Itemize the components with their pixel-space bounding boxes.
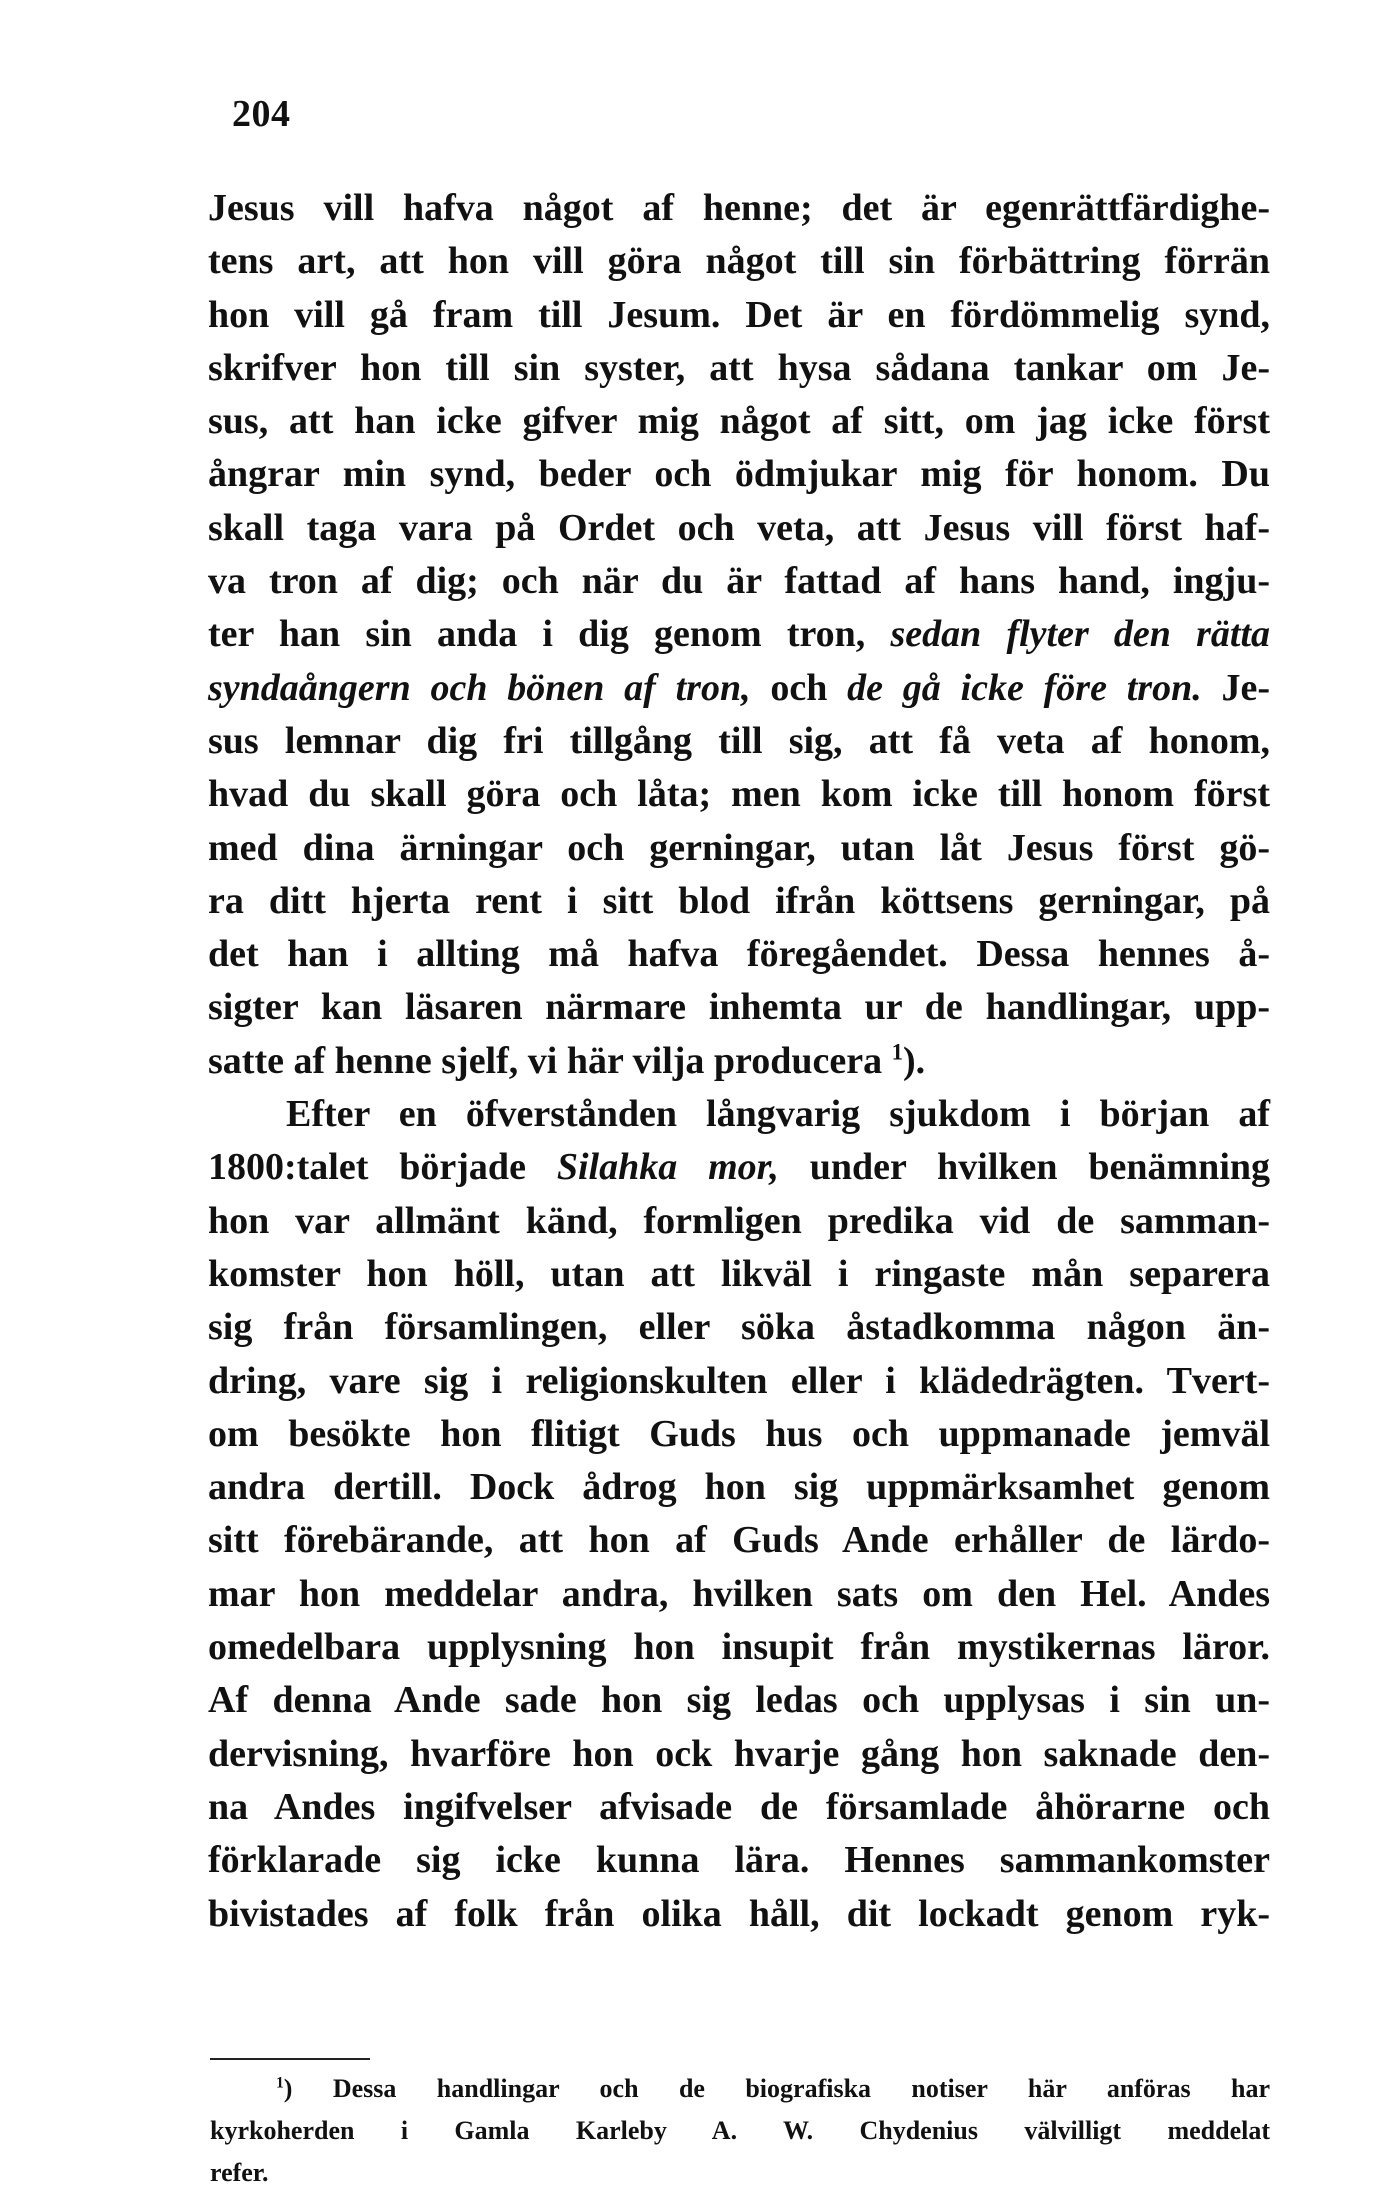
text-line	[208, 1035, 1270, 1088]
footnote	[210, 2068, 1270, 2194]
text-line: andra dertill. Dock ådrog hon sig uppmärksamhet genom	[208, 1466, 1270, 1509]
footnote-marker: 1	[276, 2074, 284, 2092]
text-line	[208, 608, 1270, 661]
text-line: sig från församlingen, eller söka åstadkomma någon än-	[208, 1306, 1270, 1349]
text-line: bivistades af folk från olika håll, dit lockadt genom ryk-	[208, 1892, 1270, 1935]
text-line: ra ditt hjerta rent i sitt blod ifrån köttsens gerningar, på	[208, 879, 1270, 922]
text-segment: satte af henne sjelf, vi här vilja producera	[208, 1039, 883, 1082]
text-line: Af denna Ande sade hon sig ledas och upplysas i sin un-	[208, 1679, 1270, 1722]
text-segment: under hvilken benämning	[809, 1146, 1271, 1189]
paragraph-first-line: Efter en öfverstånden långvarig sjukdom i början af	[286, 1093, 1270, 1136]
text-line: ångrar min synd, beder och ödmjukar mig för honom. Du	[208, 453, 1270, 496]
italic-segment: syndaångern och bönen af tron,	[208, 666, 751, 709]
text-line: det han i allting må hafva föregåendet. Dessa hennes å-	[208, 933, 1270, 976]
text-line: hon var allmänt känd, formligen predika vid de samman-	[208, 1199, 1270, 1242]
italic-segment: de gå icke före tron.	[847, 666, 1202, 709]
text-line: dervisning, hvarföre hon ock hvarje gång hon saknade den-	[208, 1732, 1270, 1775]
text-line: sus lemnar dig fri tillgång till sig, att få veta af honom,	[208, 719, 1270, 762]
text-line: tens art, att hon vill göra något till sin förbättring förrän	[208, 240, 1270, 283]
text-line: na Andes ingifvelser afvisade de församlade åhörarne och	[208, 1785, 1270, 1828]
italic-segment: Silahka mor,	[556, 1146, 779, 1189]
text-line: komster hon höll, utan att likväl i ringaste mån separera	[208, 1252, 1270, 1295]
text-line: skall taga vara på Ordet och veta, att Jesus vill först haf-	[208, 506, 1270, 549]
text-segment: 1800:talet började	[208, 1146, 526, 1189]
text-line: förklarade sig icke kunna lära. Hennes sammankomster	[208, 1839, 1270, 1882]
text-line: va tron af dig; och när du är fattad af hans hand, ingju-	[208, 560, 1270, 603]
text-line	[208, 1141, 1270, 1194]
text-line: sigter kan läsaren närmare inhemta ur de handlingar, upp-	[208, 986, 1270, 1029]
text-line: sitt förebärande, att hon af Guds Ande erhåller de lärdo-	[208, 1519, 1270, 1562]
text-segment: Je-	[1221, 666, 1271, 709]
text-line: om besökte hon flitigt Guds hus och uppmanade jemväl	[208, 1412, 1270, 1455]
footnote-line: refer.	[210, 2158, 269, 2187]
text-line: Jesus vill hafva något af henne; det är egenrättfärdighe-	[208, 187, 1270, 229]
text-line: mar hon meddelar andra, hvilken sats om den Hel. Andes	[208, 1572, 1270, 1615]
footnote-line: kyrkoherden i Gamla Karleby A. W. Chydenius välvilligt meddelat	[210, 2116, 1270, 2145]
text-segment: ).	[903, 1039, 926, 1082]
footnote-line	[210, 2068, 1270, 2110]
body-text	[208, 182, 1270, 1941]
text-line: dring, vare sig i religionskulten eller i klädedrägten. Tvert-	[208, 1359, 1270, 1402]
text-segment: ter han sin anda i dig genom tron,	[208, 613, 866, 656]
text-line: hon vill gå fram till Jesum. Det är en fördömmelig synd,	[208, 293, 1270, 336]
text-line: med dina ärningar och gerningar, utan låt Jesus först gö-	[208, 826, 1270, 869]
italic-segment: sedan flyter den rätta	[890, 613, 1271, 656]
text-line: hvad du skall göra och låta; men kom icke till honom först	[208, 773, 1270, 816]
footnote-divider	[210, 2058, 370, 2060]
page-number: 204	[232, 93, 291, 135]
text-line: skrifver hon till sin syster, att hysa sådana tankar om Je-	[208, 346, 1270, 389]
footnote-text: ) Dessa handlingar och de biografiska notiser här anföras har	[283, 2074, 1270, 2103]
text-line	[208, 662, 1270, 715]
footnote-reference: 1	[891, 1039, 903, 1065]
text-segment: och	[770, 666, 828, 709]
text-line: sus, att han icke gifver mig något af sitt, om jag icke först	[208, 400, 1270, 443]
text-line: omedelbara upplysning hon insupit från mystikernas läror.	[208, 1626, 1270, 1669]
